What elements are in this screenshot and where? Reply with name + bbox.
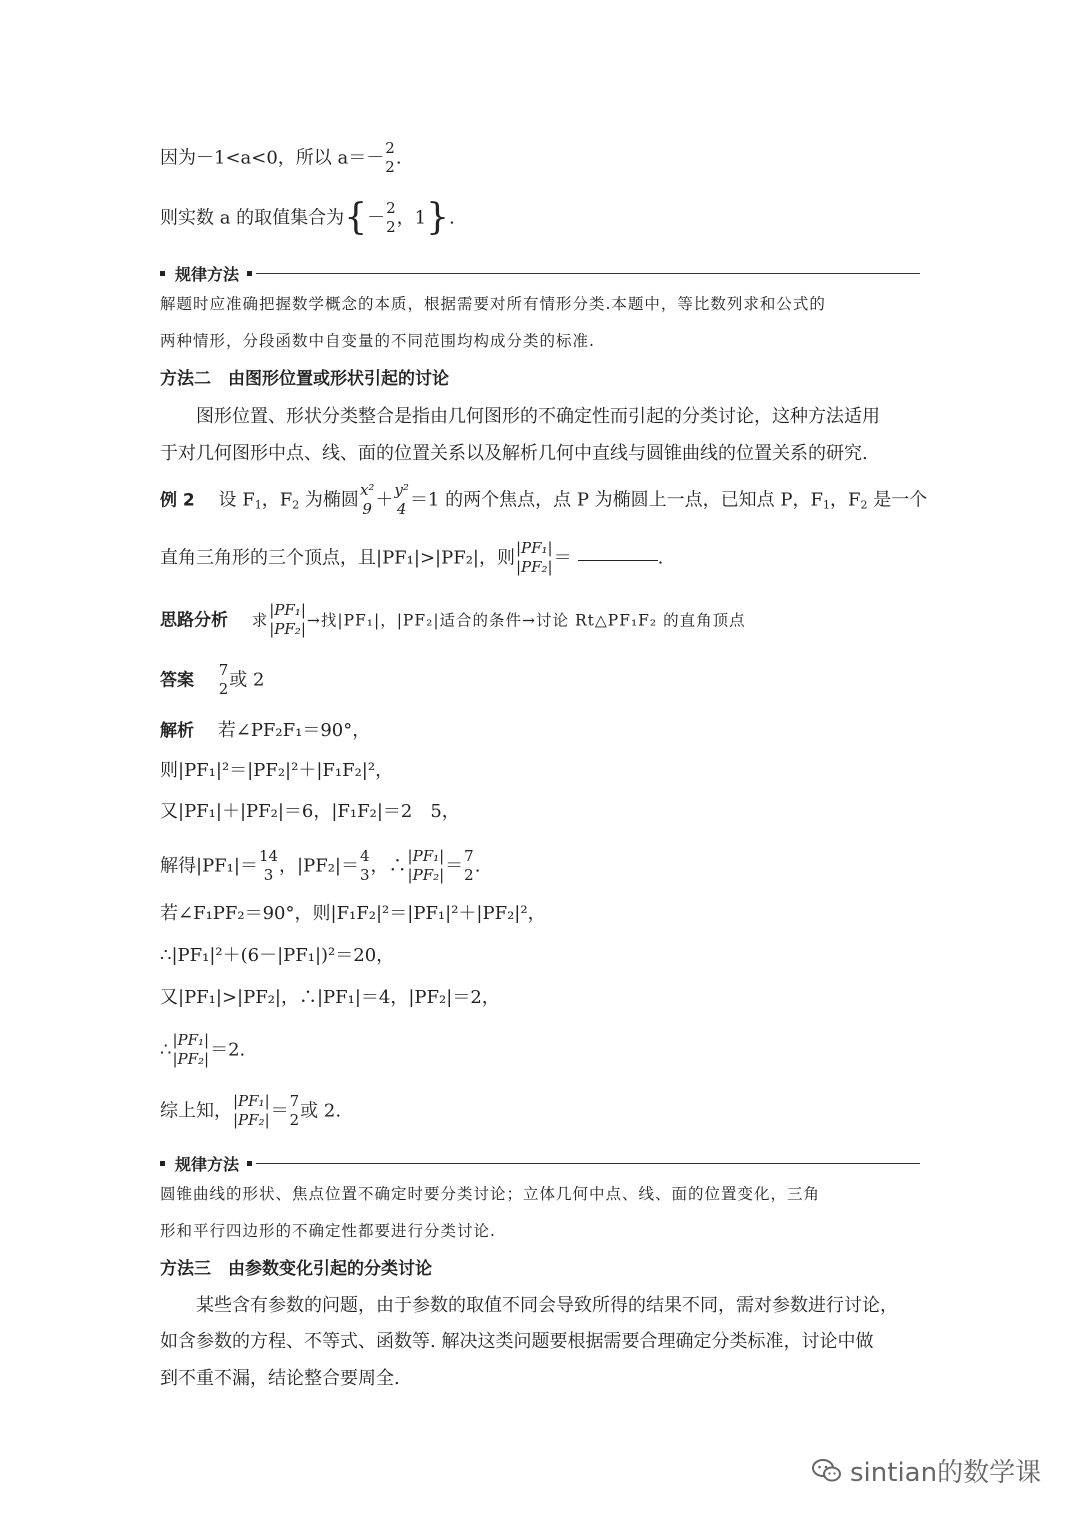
solution-line — [160, 1093, 341, 1130]
idea-line — [160, 602, 746, 639]
text: 求 — [251, 611, 269, 630]
denominator: |PF₂| — [269, 620, 306, 639]
denominator: |PF₂| — [407, 866, 445, 885]
text: ＝2. — [210, 1039, 246, 1061]
numerator: 2 — [386, 199, 396, 217]
text: 综上知， — [160, 1100, 232, 1122]
fraction — [408, 848, 445, 885]
fraction — [516, 540, 553, 577]
fraction — [172, 1032, 209, 1069]
paragraph: 图形位置、形状分类整合是指由几何图形的不确定性而引起的分类讨论，这种方法适用 — [160, 406, 880, 427]
numerator: |PF₁| — [515, 539, 553, 557]
text: ＝ — [270, 1100, 289, 1122]
numerator: x² — [359, 481, 375, 499]
solution-line: 若∠F₁PF₂＝90°，则|F₁F₂|²＝|PF₁|²＋|PF₂|²， — [160, 903, 546, 924]
text: 直角三角形的三个顶点，且|PF₁|>|PF₂|，则 — [160, 547, 515, 569]
bullet — [247, 1161, 252, 1166]
text: 设 F — [218, 489, 255, 511]
section-title: 方法三 由参数变化引起的分类讨论 — [160, 1259, 432, 1279]
text: ，F — [261, 489, 293, 511]
paragraph: 于对几何图形中点、线、面的位置关系以及解析几何中直线与圆锥曲线的位置关系的研究. — [160, 443, 868, 464]
numerator: 7 — [464, 847, 474, 865]
numerator: 4 — [360, 847, 370, 865]
fraction — [360, 848, 370, 885]
subscript: 1 — [822, 498, 830, 512]
denominator: 2 — [464, 866, 474, 885]
numerator: |PF₁| — [269, 601, 306, 619]
denominator: 4 — [396, 500, 407, 519]
rule-title: 规律方法 — [175, 264, 240, 284]
denominator: 3 — [360, 866, 370, 885]
fraction — [219, 662, 229, 699]
text: ＋ — [375, 489, 394, 511]
numerator: 7 — [218, 661, 229, 679]
fraction — [360, 482, 374, 519]
solution-line: 则|PF₁|²＝|PF₂|²＋|F₁F₂|²， — [160, 760, 394, 781]
denominator: 2 — [385, 158, 395, 177]
idea-label: 思路分析 — [160, 610, 228, 631]
rule-text: 圆锥曲线的形状、焦点位置不确定时要分类讨论；立体几何中点、线、面的位置变化，三角 — [160, 1185, 821, 1203]
solution-line — [160, 848, 480, 885]
fraction — [259, 848, 278, 885]
watermark-text: sintian的数学课 — [850, 1458, 1042, 1488]
numerator: 2 — [385, 139, 395, 157]
fraction — [233, 1093, 270, 1130]
text: 或 2. — [300, 1100, 342, 1122]
numerator: 14 — [258, 847, 279, 865]
solution-line: 又|PF₁|＋|PF₂|＝6，|F₁F₂|＝2 5， — [160, 801, 460, 822]
text: ∴ — [160, 1039, 172, 1061]
denominator: 2 — [386, 218, 396, 237]
line-a-set: 则实数 a 的取值集合为{－ 2 2 ，1}. — [160, 196, 455, 238]
text: ，1 — [396, 207, 427, 229]
subscript: 2 — [292, 498, 300, 512]
text: ＝1 的两个焦点，点 P 为椭圆上一点，已知点 P，F — [409, 489, 823, 511]
text: 若∠PF₂F₁＝90°， — [217, 720, 371, 741]
example-line: 直角三角形的三个顶点，且|PF₁|>|PF₂|，则 |PF₁| |PF₂| ＝ . — [160, 539, 664, 577]
text: →找|PF₁|，|PF₂|适合的条件→讨论 Rt△PF₁F₂ 的直角顶点 — [306, 611, 746, 630]
numerator: y² — [394, 481, 409, 499]
solution-line: ∴|PF₁|²＋(6－|PF₁|)²＝20， — [160, 945, 395, 966]
solution-line — [160, 1032, 245, 1069]
denominator: |PF₂| — [515, 558, 553, 577]
denominator: 2 — [218, 680, 229, 699]
paragraph: 到不重不漏，结论整合要周全. — [160, 1368, 400, 1389]
denominator: 3 — [263, 866, 274, 885]
rule-title: 规律方法 — [175, 1154, 240, 1174]
divider — [256, 273, 920, 274]
bullet — [160, 1161, 165, 1166]
numerator: |PF₁| — [407, 847, 445, 865]
numerator: 7 — [289, 1092, 300, 1110]
text: 因为－1<a<0，所以 a＝－ — [160, 147, 385, 169]
fraction — [464, 848, 474, 885]
text: 为椭圆 — [299, 489, 359, 511]
subscript: 2 — [860, 498, 868, 512]
numerator: |PF₁| — [233, 1092, 270, 1110]
fraction — [269, 602, 306, 639]
line-a-value — [160, 140, 402, 177]
denominator: 2 — [289, 1111, 300, 1130]
fraction — [394, 482, 409, 519]
text: ＝ — [445, 855, 464, 877]
text: ＝ — [553, 547, 572, 569]
rule-text: 两种情形，分段函数中自变量的不同范围均构成分类的标准. — [160, 332, 595, 350]
wechat-icon — [812, 1458, 842, 1484]
example-line — [160, 482, 927, 519]
text: 则实数 a 的取值集合为 — [160, 207, 345, 229]
text: 解得|PF₁|＝ — [160, 855, 258, 877]
divider — [256, 1163, 920, 1164]
solution-line — [160, 722, 370, 740]
bullet — [247, 271, 252, 276]
example-label: 例 2 — [160, 490, 195, 511]
answer-blank — [578, 556, 658, 561]
rule-text: 解题时应准确把握数学概念的本质，根据需要对所有情形分类.本题中，等比数列求和公式的 — [160, 295, 826, 313]
text: 是一个 — [867, 489, 928, 511]
rule-heading — [160, 263, 920, 283]
fraction — [386, 200, 396, 237]
brace: } — [426, 196, 449, 238]
solution-label: 解析 — [160, 721, 194, 741]
rule-text: 形和平行四边形的不确定性都要进行分类讨论. — [160, 1222, 496, 1240]
text: ，F — [829, 489, 861, 511]
denominator: |PF₂| — [233, 1111, 270, 1130]
subscript: 1 — [254, 498, 262, 512]
rule-heading — [160, 1153, 920, 1173]
denominator: 9 — [362, 500, 372, 519]
answer-label: 答案 — [160, 670, 194, 691]
brace: { — [344, 196, 368, 238]
answer-line — [160, 662, 264, 699]
fraction — [385, 140, 395, 177]
watermark — [812, 1452, 1041, 1489]
paragraph: 如含参数的方程、不等式、函数等. 解决这类问题要根据需要合理确定分类标准，讨论中做 — [160, 1331, 874, 1352]
fraction — [290, 1093, 300, 1130]
text: . — [474, 855, 481, 877]
text: ，∴ — [370, 855, 407, 877]
denominator: |PF₂| — [172, 1050, 210, 1069]
numerator: |PF₁| — [172, 1031, 210, 1049]
paragraph: 某些含有参数的问题，由于参数的取值不同会导致所得的结果不同，需对参数进行讨论， — [160, 1295, 898, 1316]
text: . — [395, 147, 402, 169]
bullet — [160, 271, 165, 276]
section-title: 方法二 由图形位置或形状引起的讨论 — [160, 369, 449, 389]
solution-line: 又|PF₁|>|PF₂|，∴|PF₁|＝4，|PF₂|＝2， — [160, 987, 500, 1008]
text: ，|PF₂|＝ — [279, 855, 359, 877]
text: 或 2 — [229, 669, 265, 691]
